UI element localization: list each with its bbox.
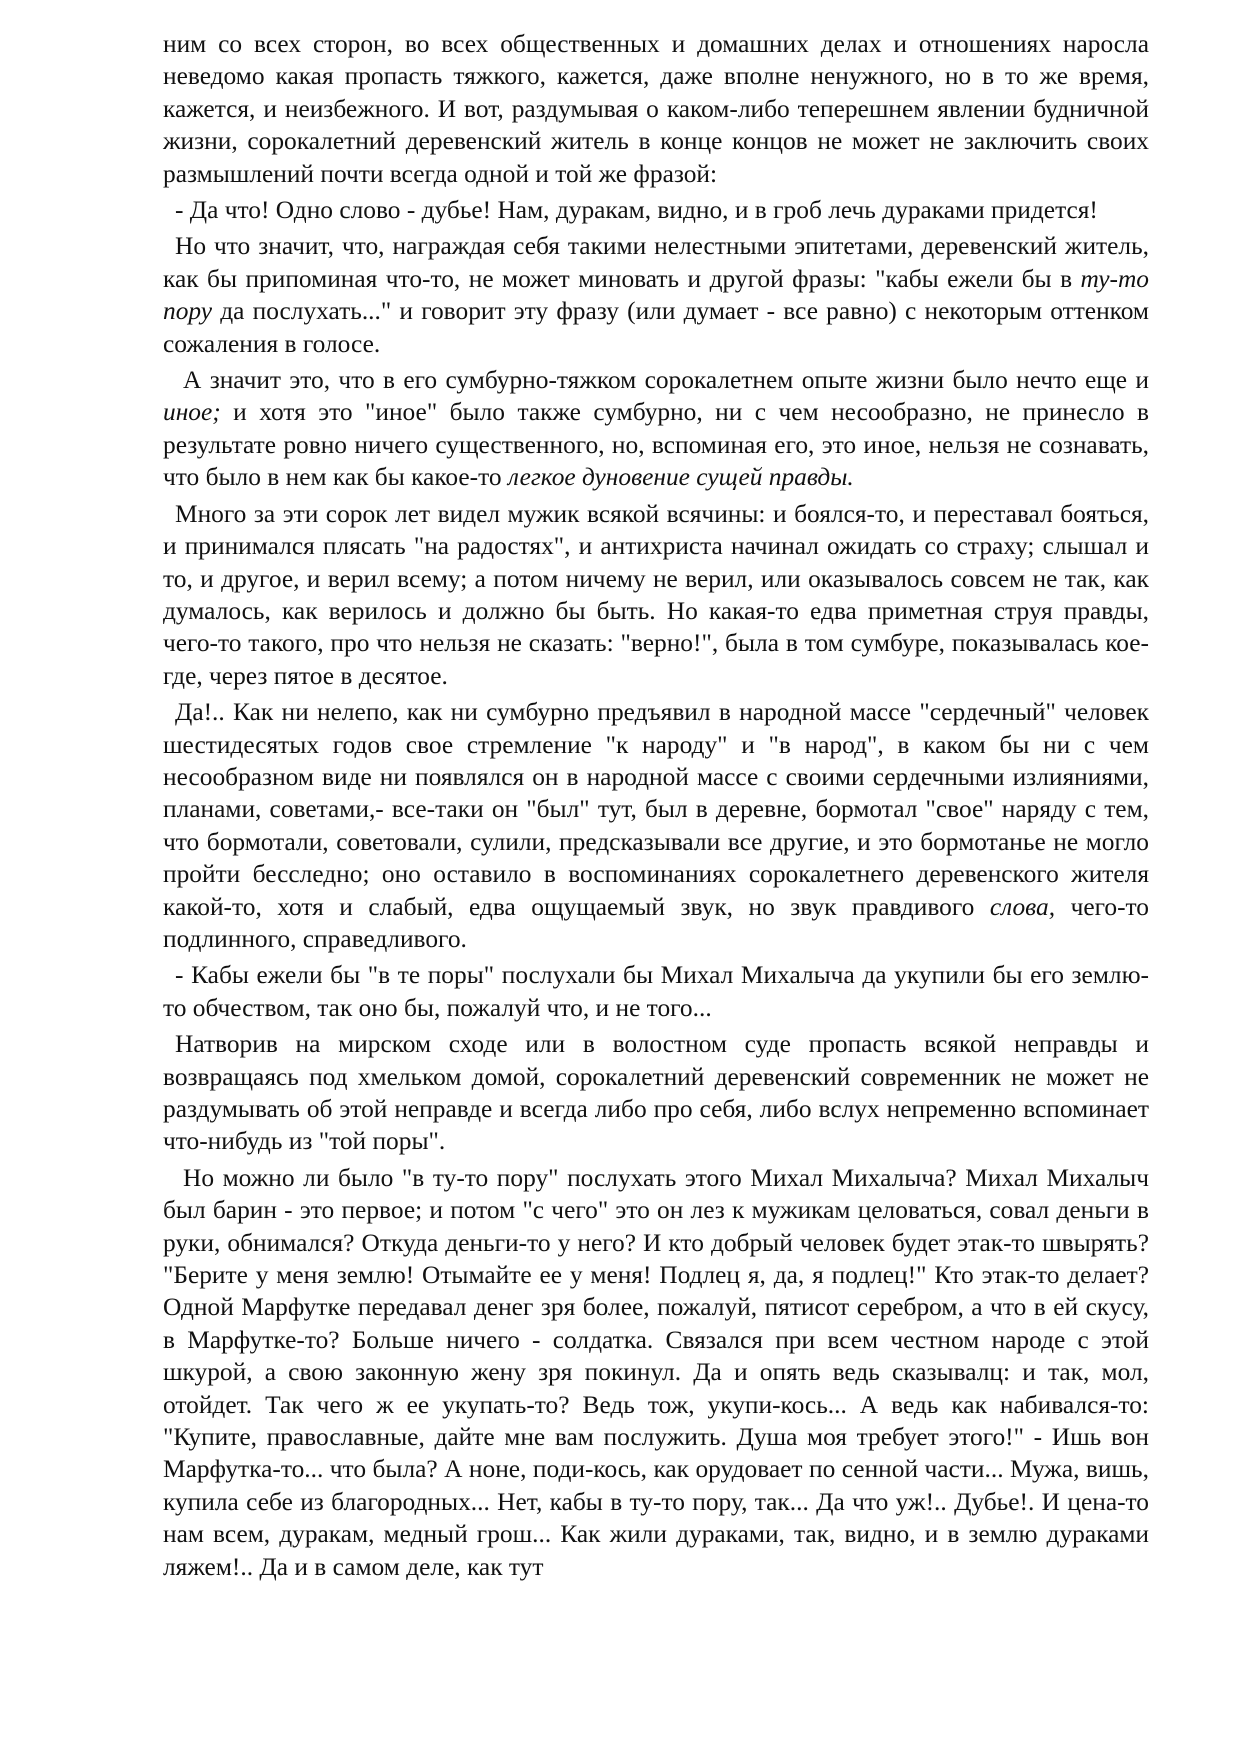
paragraph-1-text: ним со всех сторон, во всех общественных и домашних делах и отношениях наросла неведомо какая пропасть тяжкого, кажется, даже вполне ненужного, но в то же время, кажется, и неизбежного. И вот, раздумывая о каком-либо теперешнем явлении будничной жизни, сорокалетний деревенский житель в конце концов не может не заключить своих размышлений почти всегда одной и той же фразой: <box>163 30 1149 188</box>
paragraph-5-text: Много за эти сорок лет видел мужик всякой всячины: и боялся-то, и переставал бояться, и принимался плясать "на радостях", и антихриста начинал ожидать со страху; слышал и то, и другое, и верил всему; а потом ничему не верил, или оказывалось совсем не так, как думалось, как верилось и должно бы быть. Но какая-то едва приметная струя правды, чего-то такого, про что нельзя не сказать: "верно!", была в том сумбуре, показывалась кое-где, через пятое в десятое. <box>163 499 1149 690</box>
paragraph-6 <box>163 696 1149 955</box>
paragraph-3 <box>163 230 1149 360</box>
paragraph-7-text: - Кабы ежели бы "в те поры" послухали бы Михал Михалыча да укупили бы его землю-то обчеством, так оно бы, пожалуй что, и не того... <box>163 961 1149 1022</box>
paragraph-9 <box>163 1162 1149 1583</box>
paragraph-4-italic-a: иное; <box>163 398 221 427</box>
paragraph-6-text-a: Да!.. Как ни нелепо, как ни сумбурно предъявил в народной массе "сердечный" человек шестидесятых годов свое стремление "к народу" и "в народ", в каком бы ни с чем несообразном виде ни появлялся он в народной массе с своими сердечными излияниями, планами, советами,- все-таки он "был" тут, был в деревне, бормотал "свое" наряду с тем, что бормотали, советовали, сулили, предсказывали все другие, и это бормотанье не могло пройти бесследно; оно оставило в воспоминаниях сорокалетнего деревенского жителя какой-то, хотя и слабый, едва ощущаемый звук, но звук правдивого <box>163 698 1149 921</box>
paragraph-6-italic: слова, <box>989 892 1056 921</box>
paragraph-4-text-b: и хотя это "иное" было также сумбурно, ни с чем несообразно, не принесло в результате ровно ничего существенного, но, вспоминая его, это иное, нельзя не сознавать, что было в нем как бы какое-то <box>163 398 1149 492</box>
paragraph-8 <box>163 1028 1149 1158</box>
document-page <box>163 28 1149 1583</box>
paragraph-3-italic: ту-то пору <box>163 264 1149 326</box>
paragraph-2 <box>163 194 1149 226</box>
paragraph-6-text-b: чего-то подлинного, справедливого. <box>163 892 1149 953</box>
paragraph-4 <box>163 364 1149 494</box>
paragraph-9-text: Но можно ли было "в ту-то пору" послухать этого Михал Михалыча? Михал Михалыч был барин - это первое; и потом "с чего" это он лез к мужикам целоваться, совал деньги в руки, обнимался? Откуда деньги-то у него? И кто добрый человек будет этак-то швырять? "Берите у меня землю! Отымайте ее у меня! Подлец я, да, я подлец!" Кто этак-то делает? Одной Марфутке передавал денег зря более, пожалуй, пятисот серебром, а что в ей скусу, в Марфутке-то? Больше ничего - солдатка. Связался при всем честном народе с этой шкурой, а свою законную жену зря покинул. Да и опять ведь сказывалц: и так, мол, отойдет. Так чего ж ее укупать-то? Ведь тож, укупи-кось... А ведь как набивался-то: "Купите, православные, дайте мне вам послужить. Душа моя требует этого!" - Ишь вон Марфутка-то... что была? А ноне, поди-кось, как орудовает по сенной части... Мужа, вишь, купила себе из благородных... Нет, кабы в ту-то пору, так... Да что уж!.. Дубье!. И цена-то нам всем, дуракам, медный грош... Как жили дураками, так, видно, и в землю дураками ляжем!.. Да и в самом деле, как тут <box>163 1163 1149 1581</box>
paragraph-1 <box>163 28 1149 190</box>
paragraph-3-text-a: Но что значит, что, награждая себя такими нелестными эпитетами, деревенский житель, как бы припоминая что-то, не может миновать и другой фразы: "кабы ежели бы в <box>163 232 1149 293</box>
paragraph-2-text: - Да что! Одно слово - дубье! Нам, дуракам, видно, и в гроб лечь дураками придется! <box>175 196 1098 225</box>
paragraph-7 <box>163 959 1149 1024</box>
paragraph-4-text-a: А значит это, что в его сумбурно-тяжком сорокалетнем опыте жизни было нечто еще и <box>183 366 1149 395</box>
paragraph-4-italic-b: легкое дуновение сущей правды. <box>507 463 854 492</box>
paragraph-5 <box>163 498 1149 692</box>
paragraph-3-text-b: да послухать..." и говорит эту фразу (или думает - все равно) с некоторым оттенком сожаления в голосе. <box>163 297 1149 358</box>
paragraph-8-text: Натворив на мирском сходе или в волостном суде пропасть всякой неправды и возвращаясь под хмельком домой, сорокалетний деревенский современник не может не раздумывать об этой неправде и всегда либо про себя, либо вслух непременно вспоминает что-нибудь из "той поры". <box>163 1030 1149 1156</box>
